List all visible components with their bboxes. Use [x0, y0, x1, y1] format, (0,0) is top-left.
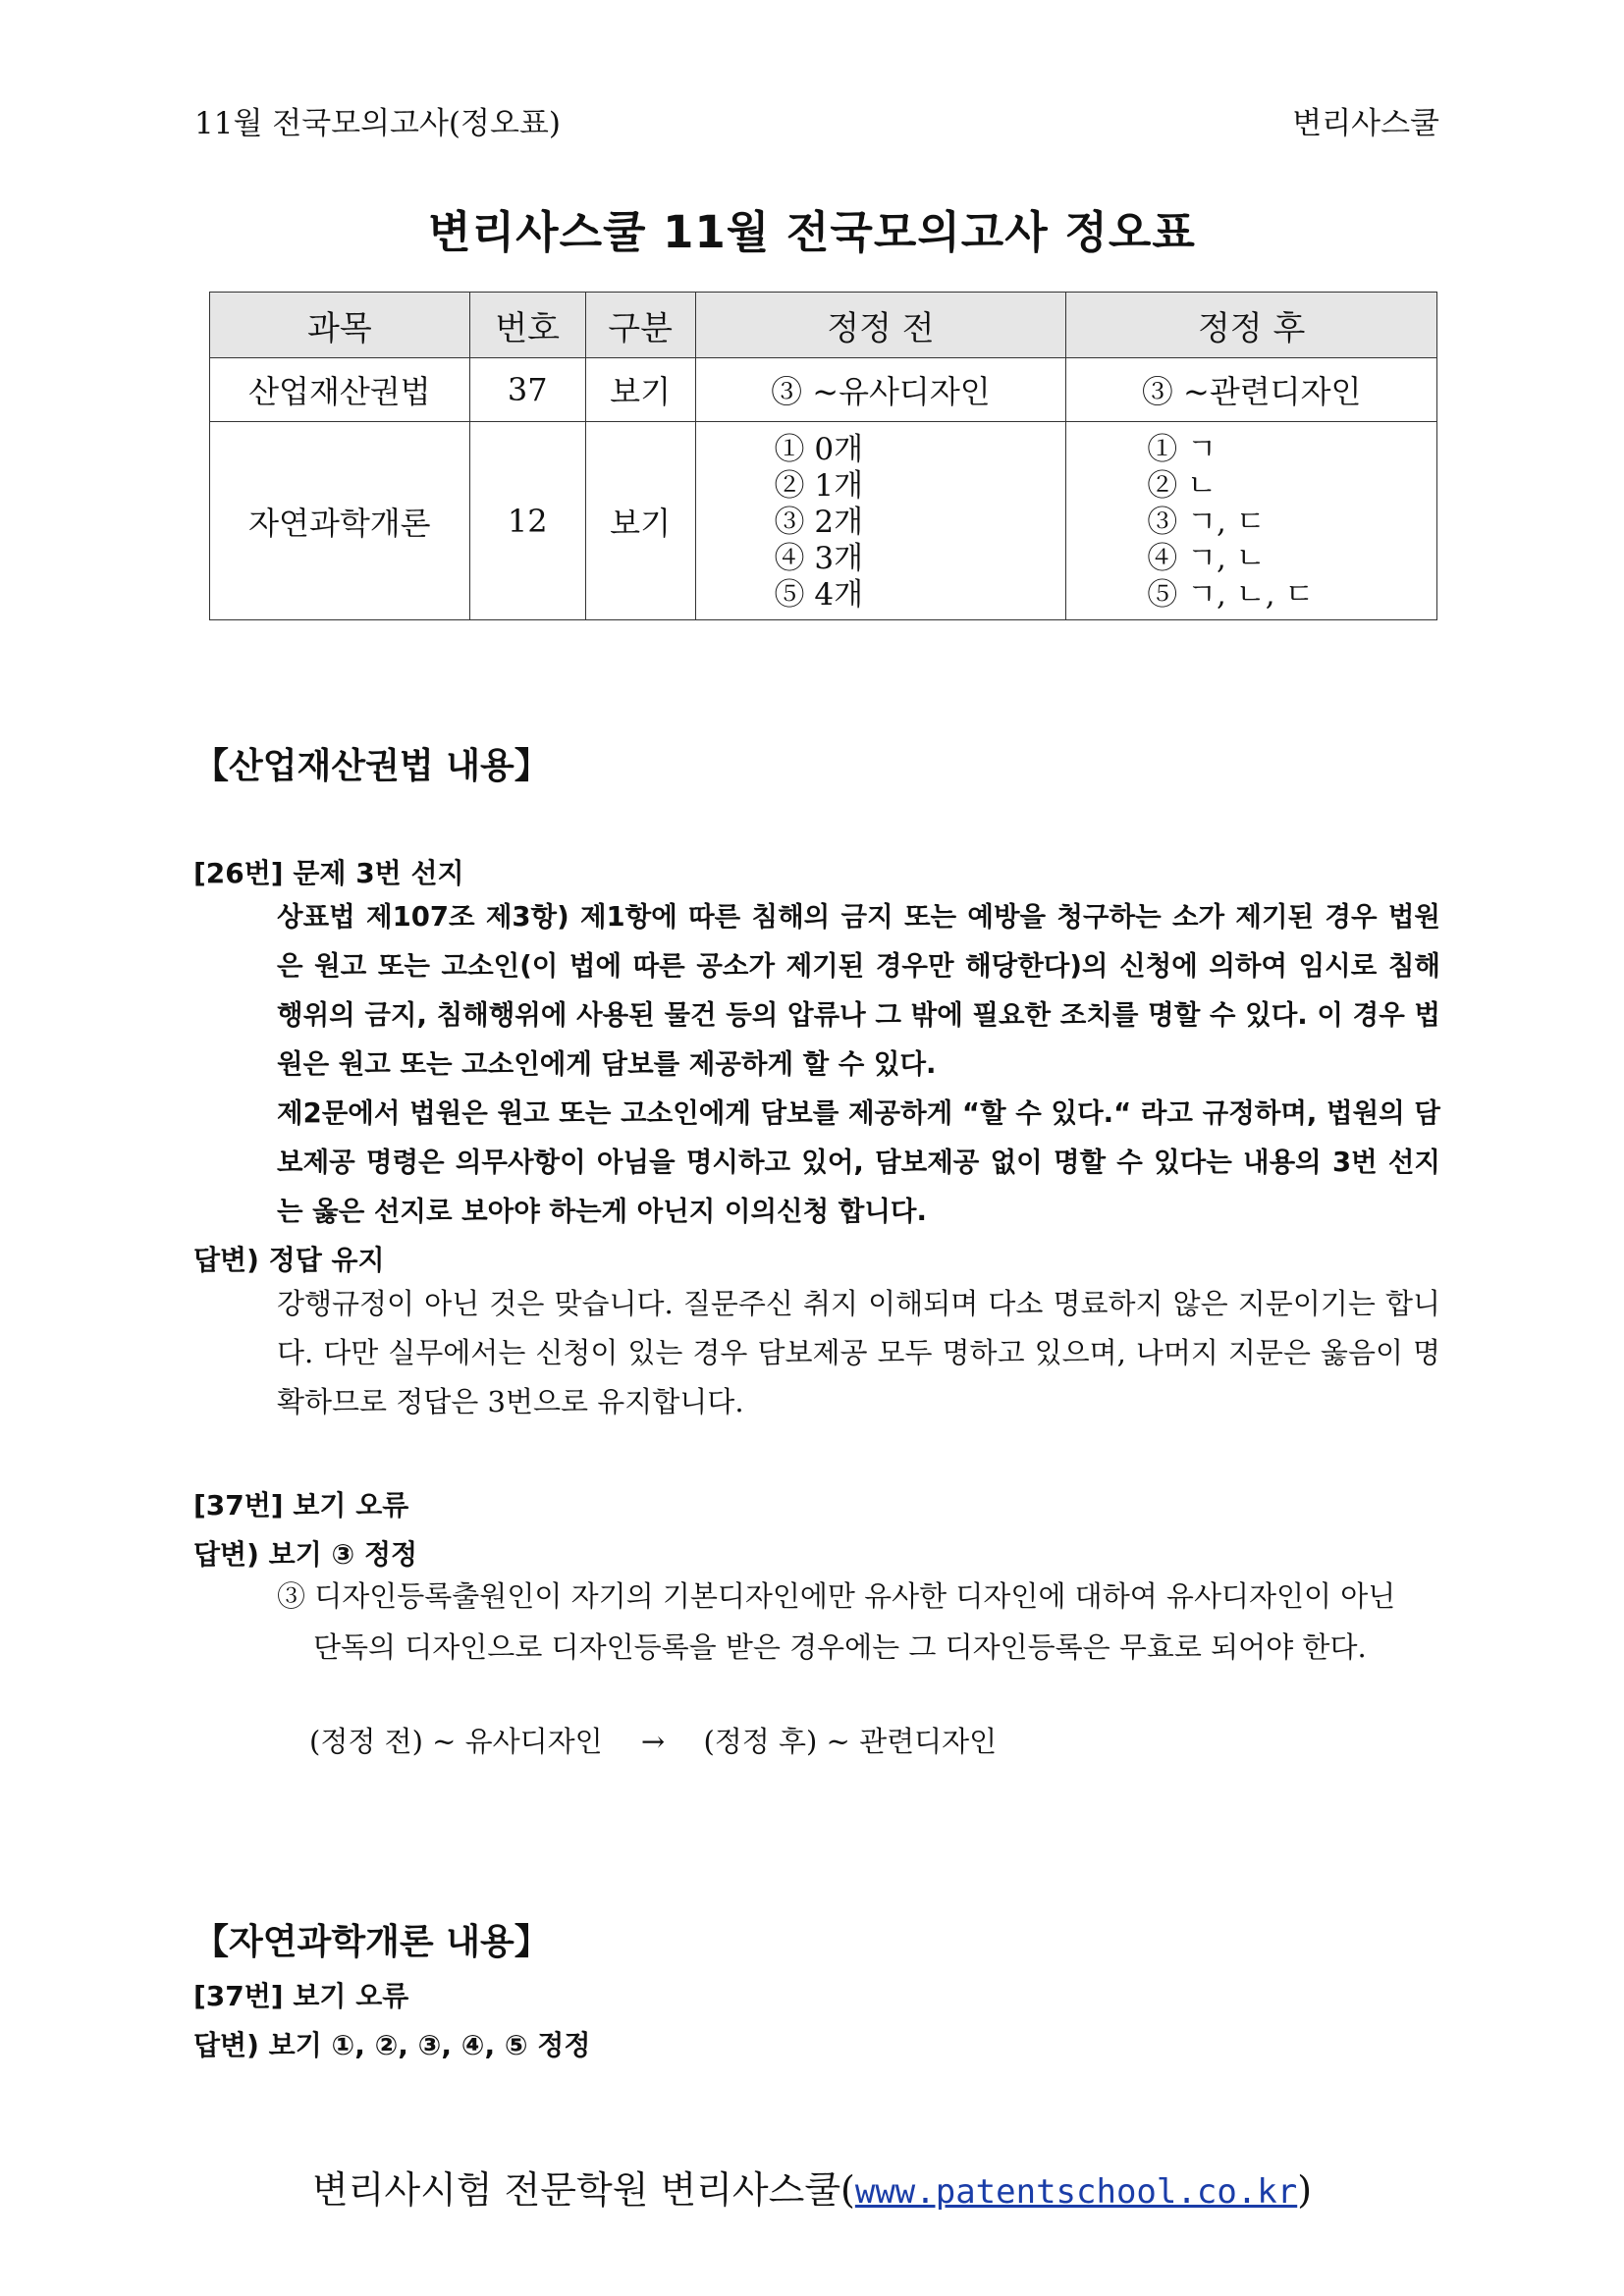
- footer-close-paren: ): [1297, 2168, 1313, 2212]
- header-type: 구분: [585, 293, 695, 358]
- option-line: ⑤ ㄱ, ㄴ, ㄷ: [1147, 577, 1315, 613]
- page-title: 변리사스쿨 11월 전국모의고사 정오표: [428, 206, 1196, 258]
- ns-q37-answer: 답변) 보기 ①, ②, ③, ④, ⑤ 정정: [193, 2029, 591, 2061]
- q37-item-3: [277, 1571, 1440, 1673]
- q26-label: [26번] 문제 3번 선지: [193, 857, 464, 889]
- option-line: ① ㄱ: [1147, 432, 1218, 467]
- cell-type: 보기: [585, 422, 695, 620]
- cell-type: 보기: [585, 358, 695, 422]
- q37-item-line: ③ 디자인등록출원인이 자기의 기본디자인에만 유사한 디자인에 대하여 유사디자인이 아닌: [277, 1579, 1396, 1613]
- header-right: 변리사스쿨: [1292, 106, 1439, 141]
- right-arrow-icon: →: [640, 1725, 666, 1758]
- q26-answer-label: 답변) 정답 유지: [193, 1244, 385, 1276]
- q37-answer-label: 답변) 보기 ③ 정정: [193, 1538, 418, 1571]
- q26-objection-p2: 제2문에서 법원은 원고 또는 고소인에게 담보를 제공하게 “할 수 있다.“ 라고 규정하며, 법원의 담보제공 명령은 의무사항이 아님을 명시하고 있어, 담보제공 없이 명할 수 있다는 내용의 3번 선지는 옳은 선지로 보아야 하는게 아닌지 이의신청 합니다.: [277, 1097, 1440, 1227]
- option-line: ③ ㄱ, ㄷ: [1147, 505, 1266, 540]
- q26-objection-p1: 상표법 제107조 제3항) 제1항에 따른 침해의 금지 또는 예방을 청구하는 소가 제기된 경우 법원은 원고 또는 고소인(이 법에 따른 공소가 제기된 경우만 해당한다)의 신청에 의하여 임시로 침해행위의 금지, 침해행위에 사용된 물건 등의 압류나 그 밖에 필요한 조치를 명할 수 있다. 이 경우 법원은 원고 또는 고소인에게 담보를 제공하게 할 수 있다.: [277, 901, 1440, 1080]
- q26-answer-paragraph: 강행규정이 아닌 것은 맞습니다. 질문주신 취지 이해되며 다소 명료하지 않은 지문이기는 합니다. 다만 실무에서는 신청이 있는 경우 담보제공 모두 명하고 있으며, 나머지 지문은 옳음이 명확하므로 정답은 3번으로 유지합니다.: [277, 1287, 1440, 1418]
- cell-after: ③ ~관련디자인: [1066, 358, 1437, 422]
- header-after: 정정 후: [1066, 293, 1437, 358]
- cell-before-options: [695, 422, 1066, 620]
- correction-before: (정정 전) ~ 유사디자인: [309, 1725, 603, 1758]
- errata-table: [209, 292, 1437, 620]
- table-row: [210, 422, 1437, 620]
- footer-text: 변리사시험 전문학원 변리사스쿨(: [311, 2168, 855, 2212]
- table-header-row: [210, 293, 1437, 358]
- q26-objection: [277, 892, 1440, 1236]
- header-before: 정정 전: [695, 293, 1066, 358]
- header-subject: 과목: [210, 293, 470, 358]
- cell-number: 12: [469, 422, 585, 620]
- option-line: ② 1개: [774, 468, 864, 504]
- cell-before: ③ ~유사디자인: [695, 358, 1066, 422]
- cell-number: 37: [469, 358, 585, 422]
- option-line: ⑤ 4개: [774, 577, 864, 613]
- footer: [0, 2160, 1624, 2214]
- correction-after: (정정 후) ~ 관련디자인: [703, 1725, 998, 1758]
- cell-subject: 자연과학개론: [210, 422, 470, 620]
- footer-website-link[interactable]: www.patentschool.co.kr: [854, 2172, 1298, 2212]
- q37-correction: [309, 1720, 997, 1760]
- option-line: ① 0개: [774, 432, 864, 467]
- section-heading-natural-science: 【자연과학개론 내용】: [193, 1922, 550, 1962]
- section-heading-industrial-property: 【산업재산권법 내용】: [193, 746, 550, 786]
- option-line: ② ㄴ: [1147, 468, 1218, 504]
- header-number: 번호: [469, 293, 585, 358]
- option-line: ④ ㄱ, ㄴ: [1147, 541, 1266, 576]
- q37-label: [37번] 보기 오류: [193, 1489, 409, 1522]
- header-left: 11월 전국모의고사(정오표): [194, 106, 561, 141]
- table-row: [210, 358, 1437, 422]
- option-line: ④ 3개: [774, 541, 864, 576]
- q37-item-line: 단독의 디자인으로 디자인등록을 받은 경우에는 그 디자인등록은 무효로 되어야 한다.: [313, 1630, 1367, 1664]
- option-line: ③ 2개: [774, 505, 864, 540]
- q26-answer-text: [277, 1279, 1440, 1426]
- cell-after-options: [1066, 422, 1437, 620]
- cell-subject: 산업재산권법: [210, 358, 470, 422]
- ns-q37-label: [37번] 보기 오류: [193, 1980, 409, 2012]
